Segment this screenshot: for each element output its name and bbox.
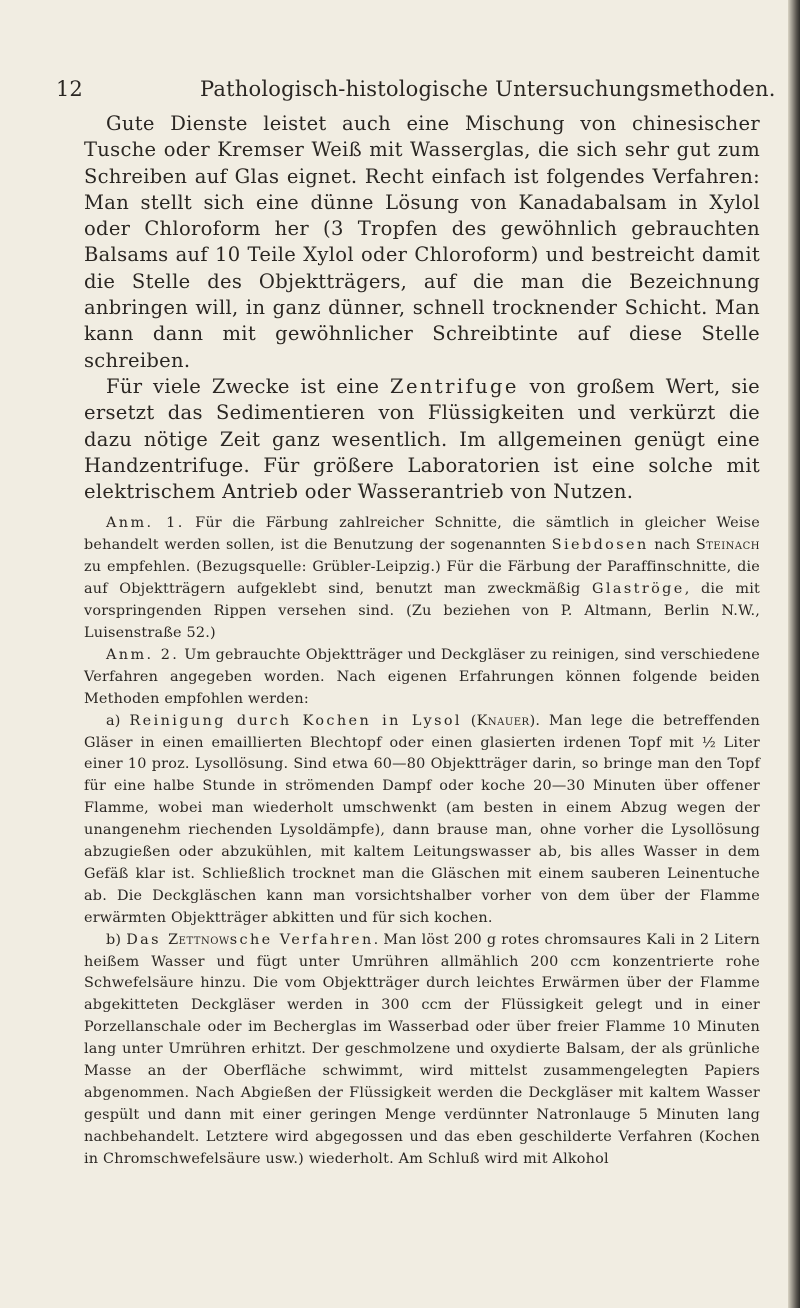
note-2-method-a: a) Reinigung durch Kochen in Lysol (Knauer). Man lege die betreffenden Gläser in einen emaillierten Blechtopf oder einen glasierten irdenen Topf mit ½ Liter einer 10 proz. Lysollösung. Sind etwa 60—80 Objektträger darin, so bringe man den Topf für eine halbe Stunde in strömenden Dampf oder koche 20—30 Minuten über offener Flamme, wobei man wiederholt umschwenkt (am besten in einem Abzug wegen der unangenehm riechenden Lysoldämpfe), dann brause man, ohne vorher die Lysollösung abzugießen oder abzukühlen, mit kaltem Leitungswasser ab, bis alles Wasser in dem Gefäß klar ist. Schließlich trocknet man die Gläschen mit einem sauberen Leinentuche ab. Die Deckgläschen kann man vorsichtshalber vorher von dem über der Flamme erwärmten Objektträger abkitten und für sich kochen.	[84, 712, 761, 926]
running-title: Pathologisch-histologische Untersuchungsmethoden.	[200, 77, 776, 101]
note-2-label: Anm. 2.	[106, 646, 180, 663]
page-body	[84, 111, 760, 1171]
page-edge-shadow	[788, 0, 800, 1308]
method-a-heading: Reinigung durch Kochen in Lysol	[129, 712, 462, 729]
page-number: 12	[56, 77, 83, 101]
note-2: Anm. 2. Um gebrauchte Objektträger und Deckgläser zu reinigen, sind verschiedene Verfahren angegeben worden. Nach eigenen Erfahrungen können folgende beiden Methoden empfohlen werden:	[84, 646, 760, 707]
note-2-method-b: b) Das Zettnowsche Verfahren. Man löst 200 g rotes chromsaures Kali in 2 Litern heißem Wasser und fügt unter Umrühren allmählich 200 ccm konzentrierte rohe Schwefelsäure hinzu. Die vom Objektträger durch leichtes Erwärmen über der Flamme abgekitteten Deckgläser werden in 300 ccm der Flüssigkeit gelegt und in einer Porzellanschale oder im Becherglas im Wasserbad oder über freier Flamme 10 Minuten lang unter Umrühren erhitzt. Der geschmolzene und oxydierte Balsam, der als grünliche Masse an der Oberfläche schwimmt, wird mittelst zusammengelegten Papiers abgenommen. Nach Abgießen der Flüssigkeit werden die Deckgläser mit kaltem Wasser gespült und dann mit einer geringen Menge verdünnter Natronlauge 5 Minuten lang nachbehandelt. Letztere wird abgegossen und das eben geschilderte Verfahren (Kochen in Chromschwefelsäure usw.) wiederholt. Am Schluß wird mit Alkohol	[84, 931, 760, 1167]
emphasis-zentrifuge: Zentrifuge	[390, 374, 519, 398]
note-1: Anm. 1. Für die Färbung zahlreicher Schnitte, die sämtlich in gleicher Weise behandelt werden sollen, ist die Benutzung der sogenannten Siebdosen nach Steinach zu empfehlen. (Bezugsquelle: Grübler-Leipzig.) Für die Färbung der Paraffinschnitte, die auf Objektträgern aufgeklebt sind, benutzt man zweckmäßig Glaströge, die mit vorspringenden Rippen versehen sind. (Zu beziehen von P. Altmann, Berlin N.W., Luisenstraße 52.)	[84, 515, 761, 641]
method-b-heading: sche Verfahren	[229, 931, 374, 948]
paragraph-zentrifuge: Für viele Zwecke ist eine Zentrifuge von großem Wert, sie ersetzt das Sedimentieren von Flüssigkeiten und verkürzt die dazu nötige Zeit ganz wesentlich. Im allgemeinen genügt eine Handzentrifuge. Für größere Laboratorien ist eine solche mit elektrischem Antrieb oder Wasserantrieb von Nutzen.	[84, 374, 760, 504]
note-1-label: Anm. 1.	[106, 515, 185, 532]
paragraph-tusche: Gute Dienste leistet auch eine Mischung von chinesischer Tusche oder Kremser Weiß mit Wasserglas, die sich sehr gut zum Schreiben auf Glas eignet. Recht einfach ist folgendes Verfahren: Man stellt sich eine dünne Lösung von Kanadabalsam in Xylol oder Chloroform her (3 Tropfen des gewöhnlich gebrauchten Balsams auf 10 Teile Xylol oder Chloroform) und bestreicht damit die Stelle des Objektträgers, auf die man die Bezeichnung anbringen will, in ganz dünner, schnell trocknender Schicht. Man kann dann mit gewöhnlicher Schreibtinte auf diese Stelle schreiben.	[84, 112, 760, 372]
